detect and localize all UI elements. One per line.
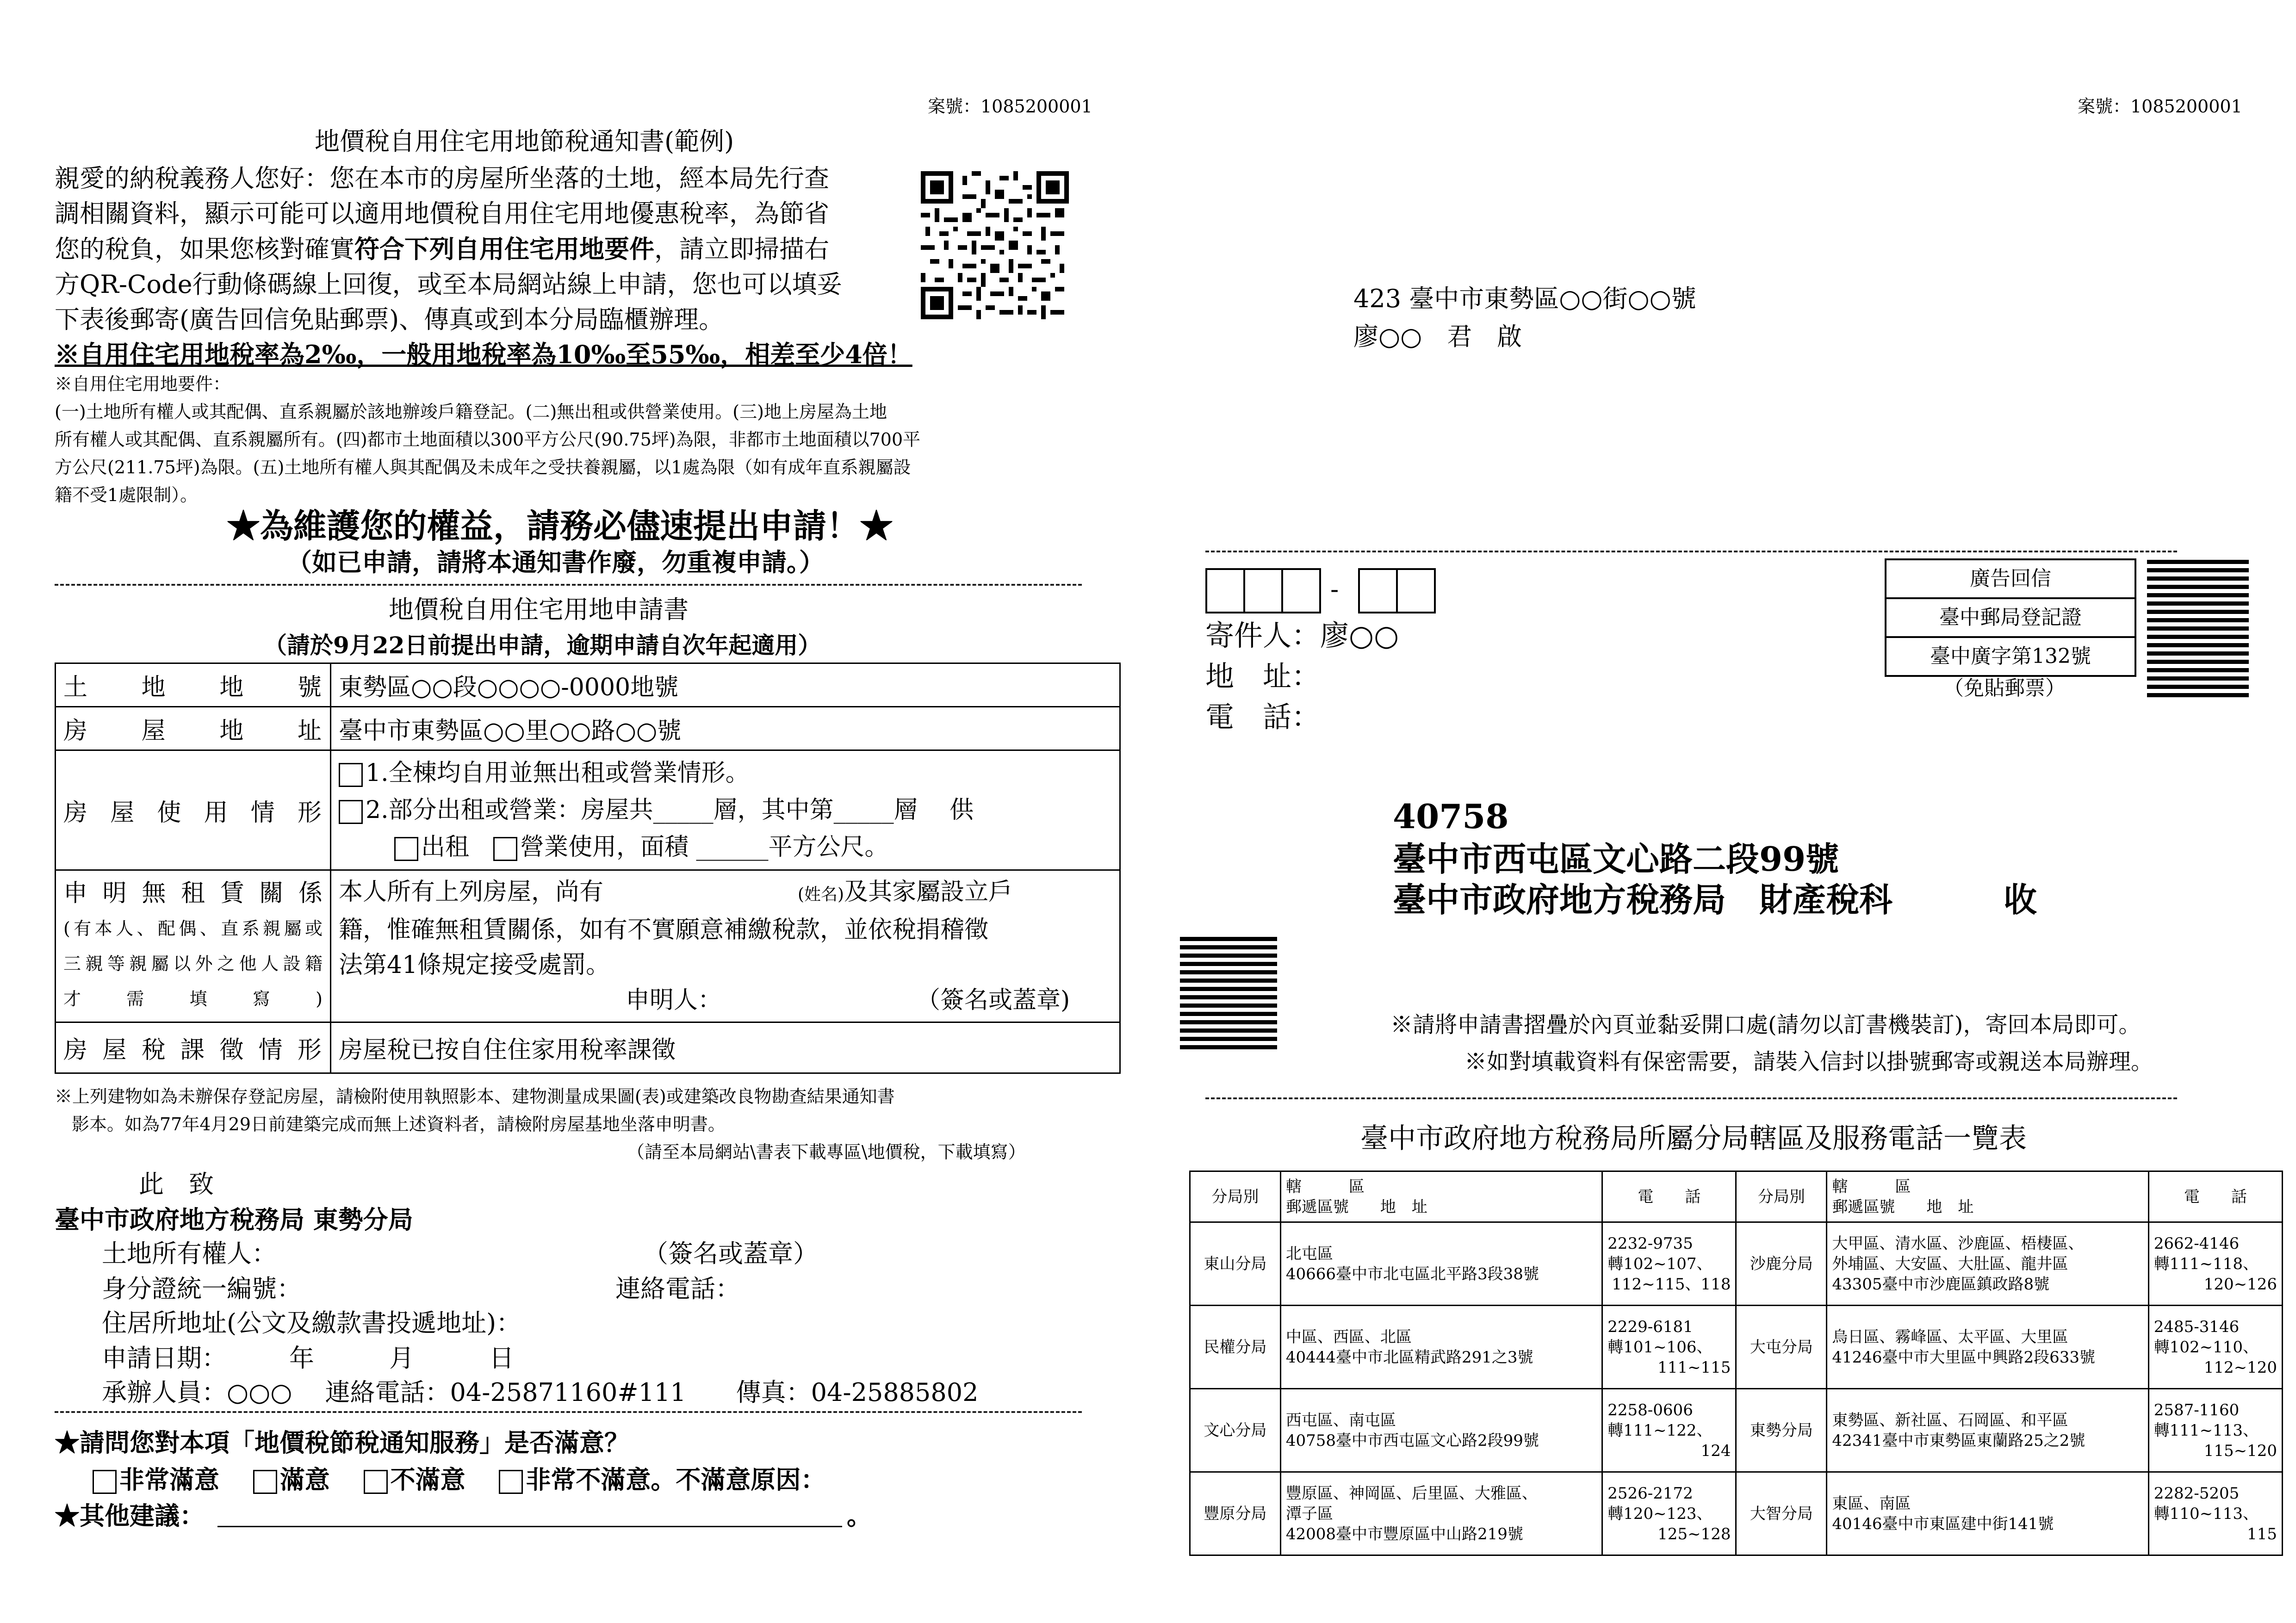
salutation: 此 致	[139, 1170, 214, 1199]
notice-title: 地價稅自用住宅用地節稅通知書(範例)	[315, 127, 734, 156]
urge-banner: ★為維護您的權益，請務必儘速提出申請！★	[227, 506, 894, 545]
branch-name: 豐原分局	[1190, 1472, 1281, 1555]
branch-name: 沙鹿分局	[1736, 1222, 1827, 1306]
requirement-line: (一)土地所有權人或其配偶、直系親屬於該地辦竣戶籍登記。(二)無出租或供營業使用。(三)地上房屋為土地	[55, 402, 887, 422]
sender-label: 寄件人：	[1205, 619, 1321, 652]
recipient-office: 臺中市政府地方稅務局 東勢分局	[55, 1205, 413, 1234]
zip-box[interactable]	[1281, 568, 1321, 613]
requirement-emphasis: 符合下列自用住宅用地要件	[354, 234, 654, 264]
house-address-label: 房屋地址	[56, 707, 331, 750]
survey-options: 非常滿意 滿意 不滿意 非常不滿意。不滿意原因：	[93, 1462, 825, 1497]
branch-tel: 2662-4146 轉111~118、 120~126	[2148, 1222, 2282, 1306]
very-satisfied-checkbox[interactable]	[93, 1470, 117, 1494]
qr-code-icon[interactable]	[921, 171, 1069, 319]
header-tel: 電 話	[2148, 1171, 2282, 1222]
destination-office: 臺中市政府地方稅務局 財產稅科	[1393, 880, 1893, 919]
intro-line: 調相關資料，顯示可能可以適用地價稅自用住宅用地優惠稅率，為節省	[55, 199, 829, 228]
reply-permit: 臺中郵局登記證	[1886, 599, 2135, 638]
branch-name: 東勢分局	[1736, 1389, 1827, 1472]
reply-title: 廣告回信	[1886, 560, 2135, 599]
house-usage-label: 房屋使用情形	[56, 750, 331, 870]
table-row	[1190, 1222, 2283, 1306]
case-number-right: 案號：1085200001	[2078, 96, 2242, 117]
notice-intro	[55, 161, 901, 337]
survey-question: ★請問您對本項「地價稅節稅通知服務」是否滿意？	[55, 1428, 629, 1457]
usage-option-1[interactable]: 1.全棟均自用並無出租或營業情形。	[339, 755, 1112, 792]
addressee-name: 廖○○ 君 啟	[1353, 322, 1522, 351]
land-number-value[interactable]: 東勢區○○段○○○○-0000地號	[331, 663, 1120, 707]
requirement-title: ※自用住宅用地要件：	[55, 374, 231, 394]
sign-hint: （簽名或蓋章)	[916, 986, 1070, 1014]
fold-line	[1205, 551, 2177, 552]
note-line-1: ※上列建物如為未辦保存登記房屋，請檢附使用執照影本、建物測量成果圖(表)或建築改良物勘查結果通知書	[55, 1086, 895, 1107]
zip-dash: -	[1330, 575, 1339, 604]
intro-line: 下表後郵寄(廣告回信免貼郵票)、傳真或到本分局臨櫃辦理。	[55, 305, 724, 334]
postage-free-note: （免貼郵票）	[1943, 676, 2066, 700]
destination-receive: 收	[2004, 880, 2037, 919]
branch-tel: 2587-1160 轉111~113、 115~120	[2148, 1389, 2282, 1472]
branch-tel: 2526-2172 轉120~123、 125~128	[1602, 1472, 1736, 1555]
barcode-icon	[1180, 937, 1277, 1053]
application-title: 地價稅自用住宅用地申請書	[389, 595, 689, 624]
fold-line	[1205, 1097, 2177, 1099]
header-branch: 分局別	[1736, 1171, 1827, 1222]
branch-name: 大智分局	[1736, 1472, 1827, 1555]
branch-tel: 2229-6181 轉101~106、 111~115	[1602, 1306, 1736, 1389]
note-download: （請至本局網站\書表下載專區\地價稅，下載填寫）	[627, 1142, 1026, 1162]
branch-tel: 2485-3146 轉102~110、 112~120	[2148, 1306, 2282, 1389]
table-row	[1190, 1389, 2283, 1472]
branch-area: 豐原區、神岡區、后里區、大雅區、 潭子區 42008臺中市豐原區中山路219號	[1280, 1472, 1602, 1555]
reply-number: 臺中廣字第132號	[1930, 644, 2091, 668]
business-checkbox[interactable]	[493, 837, 517, 861]
branch-tel: 2282-5205 轉110~113、 115	[2148, 1472, 2282, 1555]
very-unsatisfied-checkbox[interactable]	[499, 1470, 523, 1494]
unsatisfied-checkbox[interactable]	[364, 1470, 388, 1494]
other-suggestion-label: ★其他建議：	[55, 1501, 205, 1530]
intro-line: 方QR-Code行動條碼線上回復，或至本局網站線上申請，您也可以填妥	[55, 270, 842, 299]
usage-option-3[interactable]: 出租 營業使用，面積 ______平方公尺。	[339, 829, 1112, 866]
intro-line: 您的稅負，如果您核對確實符合下列自用住宅用地要件，請立即掃描右	[55, 234, 829, 264]
house-tax-value: 房屋稅已按自住住家用稅率課徵	[331, 1022, 1120, 1073]
cut-line	[55, 1411, 1082, 1413]
sender-phone-label: 電 話：	[1205, 700, 1321, 734]
house-address-value[interactable]: 臺中市東勢區○○里○○路○○號	[331, 707, 1120, 750]
branch-tel: 2258-0606 轉111~122、 124	[1602, 1389, 1736, 1472]
intro-line: 親愛的納稅義務人您好：您在本市的房屋所坐落的土地，經本局先行查	[55, 164, 829, 193]
note-line-2: 影本。如為77年4月29日前建築完成而無上述資料者，請檢附房屋基地坐落申明書。	[72, 1114, 726, 1134]
rent-checkbox[interactable]	[394, 837, 418, 861]
office-table-title: 臺中市政府地方稅務局所屬分局轄區及服務電話一覽表	[1360, 1122, 2027, 1155]
checkbox[interactable]	[339, 763, 363, 787]
handler-info: 承辦人員：○○○ 連絡電話：04-25871160#111 傳真：04-25885802	[102, 1378, 979, 1407]
checkbox[interactable]	[339, 800, 363, 824]
addressee-address: 423 臺中市東勢區○○街○○號	[1353, 284, 1696, 313]
usage-option-2[interactable]: 2.部分出租或營業：房屋共_____層，其中第_____層 供	[339, 792, 1112, 829]
sender-block	[1205, 615, 1399, 737]
application-deadline: （請於9月22日前提出申請，逾期申請自次年起適用）	[264, 632, 821, 659]
branch-area: 中區、西區、北區 40444臺中市北區精武路291之3號	[1280, 1306, 1602, 1389]
table-row	[1190, 1472, 2283, 1555]
header-branch: 分局別	[1190, 1171, 1281, 1222]
tax-rate-warning: ※自用住宅用地稅率為2‰，一般用地稅率為10‰至55‰，相差至少4倍！	[55, 340, 912, 369]
destination-zip: 40758	[1393, 797, 1509, 836]
application-table	[55, 663, 1121, 1074]
apply-date-label: 申請日期： 年 月 日	[102, 1344, 514, 1373]
zip-box[interactable]	[1205, 568, 1245, 613]
satisfied-checkbox[interactable]	[253, 1470, 277, 1494]
suggestion-line[interactable]	[217, 1526, 842, 1527]
residence-label: 住居所地址(公文及繳款書投遞地址)：	[102, 1308, 521, 1338]
header-area: 轄 區 郵遞區號 地 址	[1827, 1171, 2148, 1222]
house-usage-options	[331, 750, 1120, 870]
header-tel: 電 話	[1602, 1171, 1736, 1222]
sender-name: 廖○○	[1320, 619, 1399, 652]
cut-line	[55, 584, 1082, 586]
urge-subtitle: （如已申請，請將本通知書作廢，勿重複申請。）	[287, 547, 824, 577]
owner-sign-hint: （簽名或蓋章）	[643, 1239, 818, 1268]
declaration-label: 申明無租賃關係 (有本人、配偶、直系親屬或 三親等親屬以外之他人設籍 才 需 填 寫 )	[56, 870, 331, 1022]
branch-area: 大甲區、清水區、沙鹿區、梧棲區、 外埔區、大安區、大肚區、龍井區 43305臺中市沙鹿區鎮政路8號	[1827, 1222, 2148, 1306]
business-reply-box	[1885, 558, 2136, 677]
branch-area: 西屯區、南屯區 40758臺中市西屯區文心路2段99號	[1280, 1389, 1602, 1472]
zip-box[interactable]	[1358, 568, 1398, 613]
table-row	[1190, 1306, 2283, 1389]
declarant-label: 申明人：	[626, 986, 722, 1014]
period: 。	[847, 1501, 872, 1530]
barcode-icon	[2147, 560, 2249, 701]
branch-area: 東勢區、新社區、石岡區、和平區 42341臺中市東勢區東蘭路25之2號	[1827, 1389, 2148, 1472]
declaration-text: 本人所有上列房屋，尚有 (姓名)及其家屬設立戶 籍，惟確無租賃關係，如有不實願意補繳稅款，並依稅捐稽徵 法第41條規定接受處罰。 申明人： （簽名或蓋章)	[331, 870, 1120, 1022]
requirement-line: 籍不受1處限制）。	[55, 485, 198, 505]
branch-name: 大屯分局	[1736, 1306, 1827, 1389]
requirement-list	[55, 398, 1128, 509]
contact-phone-label: 連絡電話：	[615, 1274, 740, 1303]
instruction-2: ※如對填載資料有保密需要，請裝入信封以掛號郵寄或親送本局辦理。	[1464, 1049, 2153, 1075]
requirement-line: 所有權人或其配偶、直系親屬所有。(四)都市土地面積以300平方公尺(90.75坪)為限，非都市土地面積以700平	[55, 429, 921, 450]
branch-name: 東山分局	[1190, 1222, 1281, 1306]
branch-tel: 2232-9735 轉102~107、 112~115、118	[1602, 1222, 1736, 1306]
owner-label: 土地所有權人：	[102, 1239, 277, 1268]
instruction-1: ※請將申請書摺疊於內頁並黏妥開口處(請勿以訂書機裝訂)，寄回本局即可。	[1390, 1012, 2141, 1038]
office-table	[1189, 1171, 2283, 1556]
branch-name: 文心分局	[1190, 1389, 1281, 1472]
branch-name: 民權分局	[1190, 1306, 1281, 1389]
branch-area: 北屯區 40666臺中市北屯區北平路3段38號	[1280, 1222, 1602, 1306]
zip-box[interactable]	[1243, 568, 1283, 613]
branch-area: 烏日區、霧峰區、太平區、大里區 41246臺中市大里區中興路2段633號	[1827, 1306, 2148, 1389]
destination-address: 臺中市西屯區文心路二段99號	[1393, 839, 1839, 879]
house-tax-label: 房屋稅課徵情形	[56, 1022, 331, 1073]
requirement-line: 方公尺(211.75坪)為限。(五)土地所有權人與其配偶及未成年之受扶養親屬，以1處為限（如有成年直系親屬設	[55, 457, 911, 477]
case-number: 案號：1085200001	[928, 96, 1092, 117]
zip-box[interactable]	[1396, 568, 1436, 613]
header-area: 轄 區 郵遞區號 地 址	[1280, 1171, 1602, 1222]
land-number-label: 土地地號	[56, 663, 331, 707]
id-number-label: 身分證統一編號：	[102, 1274, 302, 1303]
branch-area: 東區、南區 40146臺中市東區建中街141號	[1827, 1472, 2148, 1555]
sender-address-label: 地 址：	[1205, 659, 1321, 693]
